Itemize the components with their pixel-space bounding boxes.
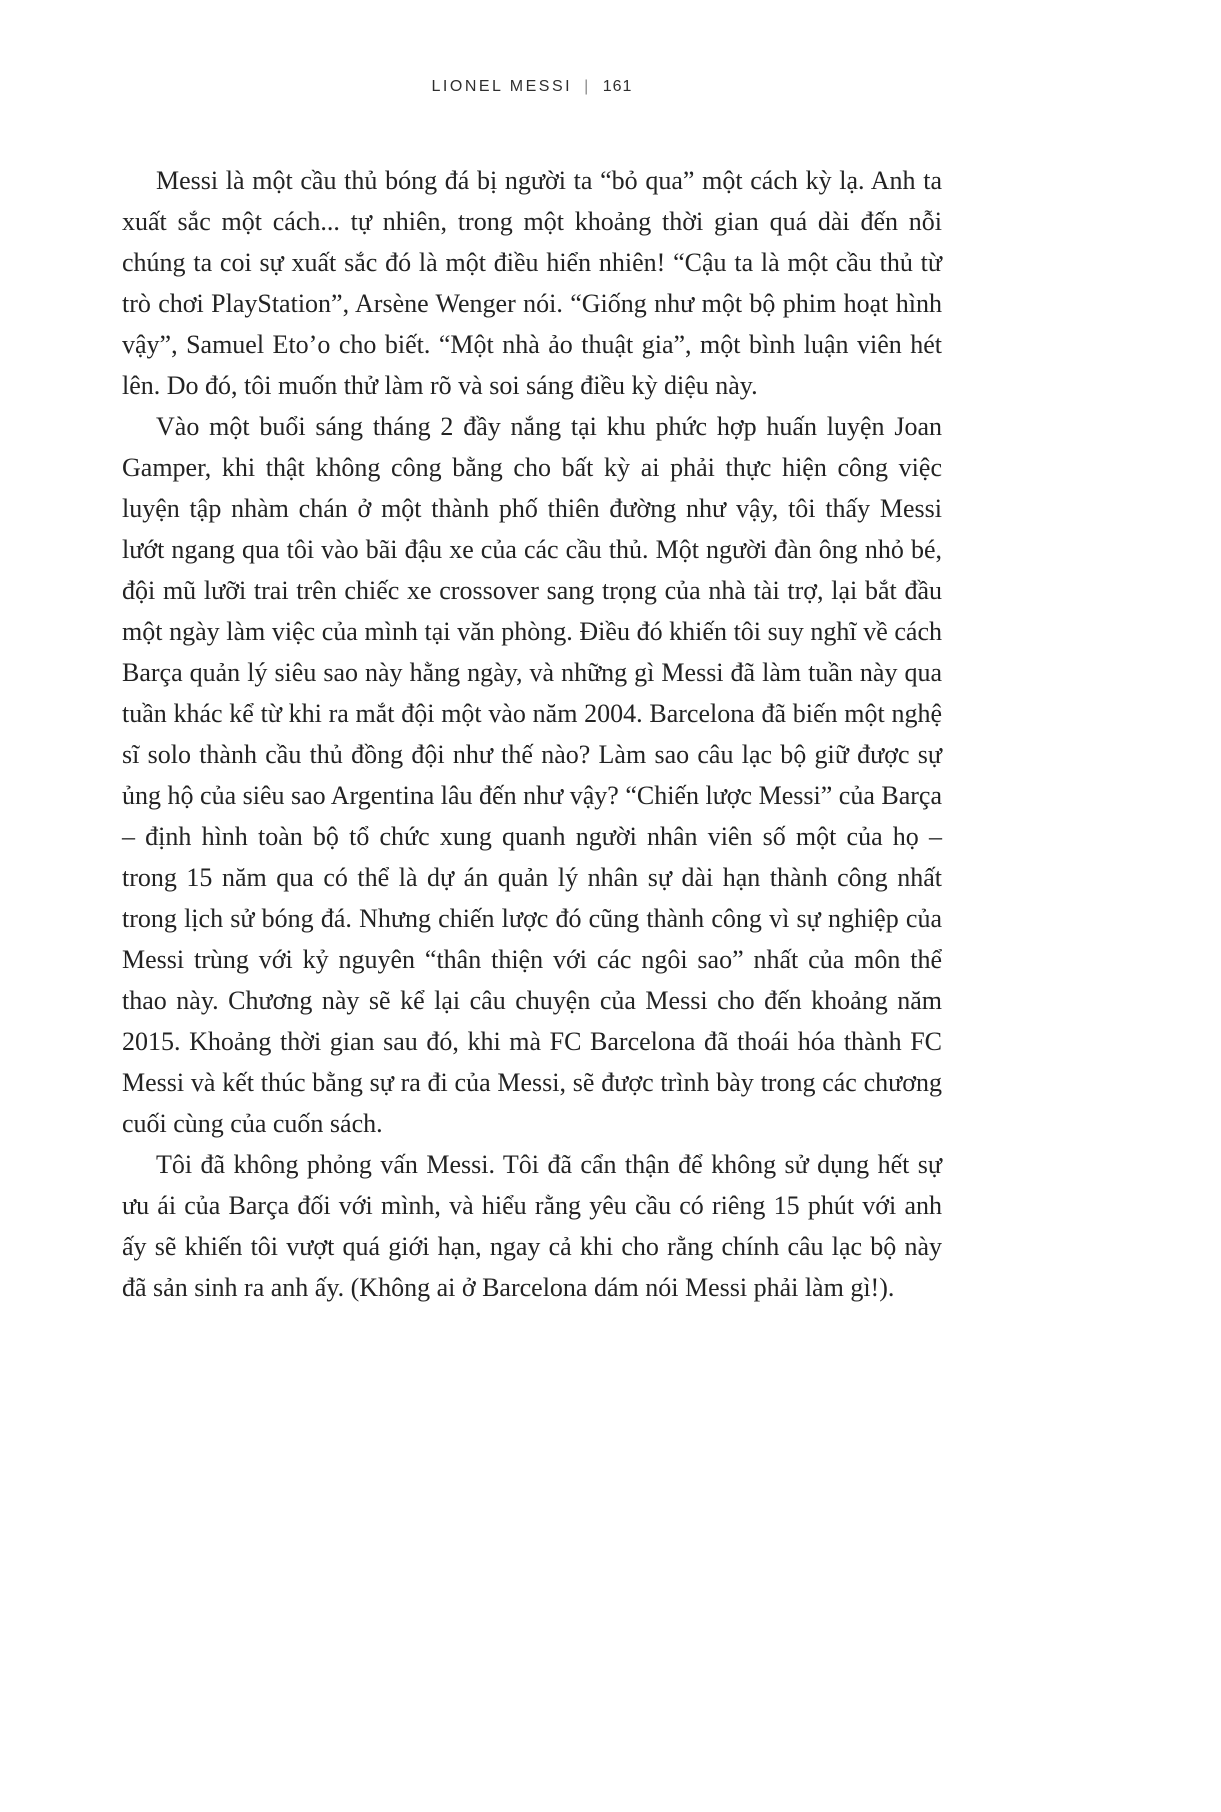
page-number: 161 (602, 78, 633, 95)
running-head-separator: | (584, 78, 591, 95)
paragraph: Messi là một cầu thủ bóng đá bị người ta “bỏ qua” một cách kỳ lạ. Anh ta xuất sắc một cách... tự nhiên, trong một khoảng thời gian quá dài đến nỗi chúng ta coi sự xuất sắc đó là một điều hiển nhiên! “Cậu ta là một cầu thủ từ trò chơi PlayStation”, Arsène Wenger nói. “Giống như một bộ phim hoạt hình vậy”, Samuel Eto’o cho biết. “Một nhà ảo thuật gia”, một bình luận viên hét lên. Do đó, tôi muốn thử làm rõ và soi sáng điều kỳ diệu này. (122, 166, 942, 400)
paragraph: Vào một buổi sáng tháng 2 đầy nắng tại khu phức hợp huấn luyện Joan Gamper, khi thật không công bằng cho bất kỳ ai phải thực hiện công việc luyện tập nhàm chán ở một thành phố thiên đường như vậy, tôi thấy Messi lướt ngang qua tôi vào bãi đậu xe của các cầu thủ. Một người đàn ông nhỏ bé, đội mũ lưỡi trai trên chiếc xe crossover sang trọng của nhà tài trợ, lại bắt đầu một ngày làm việc của mình tại văn phòng. Điều đó khiến tôi suy nghĩ về cách Barça quản lý siêu sao này hằng ngày, và những gì Messi đã làm tuần này qua tuần khác kể từ khi ra mắt đội một vào năm 2004. Barcelona đã biến một nghệ sĩ solo thành cầu thủ đồng đội như thế nào? Làm sao câu lạc bộ giữ được sự ủng hộ của siêu sao Argentina lâu đến như vậy? “Chiến lược Messi” của Barça – định hình toàn bộ tổ chức xung quanh người nhân viên số một của họ – trong 15 năm qua có thể là dự án quản lý nhân sự dài hạn thành công nhất trong lịch sử bóng đá. Nhưng chiến lược đó cũng thành công vì sự nghiệp của Messi trùng với kỷ nguyên “thân thiện với các ngôi sao” nhất của môn thể thao này. Chương này sẽ kể lại câu chuyện của Messi cho đến khoảng năm 2015. Khoảng thời gian sau đó, khi mà FC Barcelona đã thoái hóa thành FC Messi và kết thúc bằng sự ra đi của Messi, sẽ được trình bày trong các chương cuối cùng của cuốn sách. (122, 412, 942, 1138)
body-text (122, 160, 942, 1308)
running-head (122, 78, 942, 96)
paragraph: Tôi đã không phỏng vấn Messi. Tôi đã cẩn thận để không sử dụng hết sự ưu ái của Barça đối với mình, và hiểu rằng yêu cầu có riêng 15 phút với anh ấy sẽ khiến tôi vượt quá giới hạn, ngay cả khi cho rằng chính câu lạc bộ này đã sản sinh ra anh ấy. (Không ai ở Barcelona dám nói Messi phải làm gì!). (122, 1150, 942, 1302)
running-head-title: LIONEL MESSI (431, 78, 573, 95)
